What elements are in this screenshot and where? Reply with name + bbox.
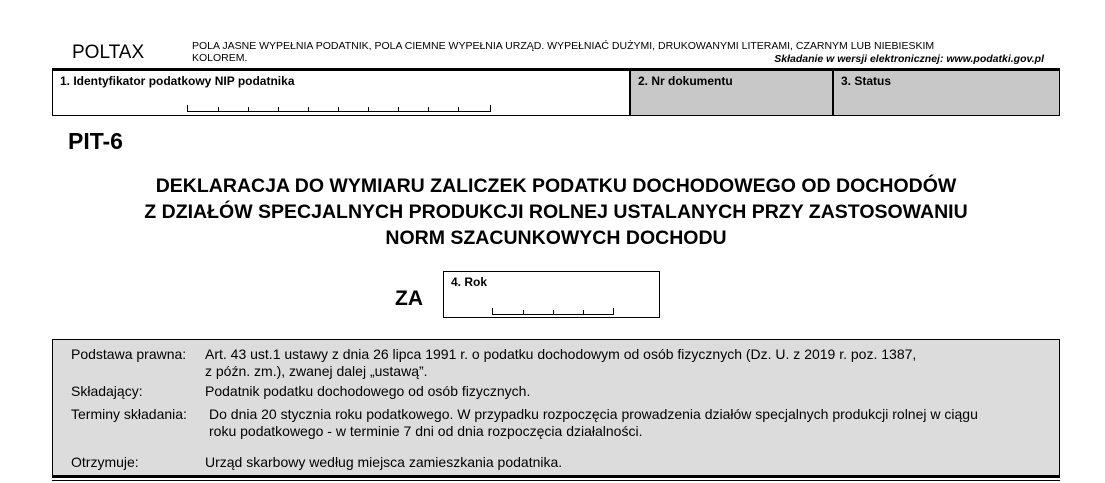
year-field[interactable] <box>443 271 660 318</box>
bottom-rule-thin <box>52 480 1060 481</box>
electronic-filing-note: Składanie w wersji elektronicznej: www.podatki.gov.pl <box>774 53 1044 65</box>
nip-field-label: 1. Identyfikator podatkowy NIP podatnika <box>60 74 295 88</box>
form-title <box>52 173 1060 251</box>
za-label: ZA <box>395 287 423 310</box>
status-label: 3. Status <box>841 74 892 88</box>
legal-basis-key: Podstawa prawna: <box>71 346 187 362</box>
legal-basis-value <box>205 346 1045 380</box>
poltax-label: POLTAX <box>72 42 145 63</box>
nip-digit-boxes[interactable] <box>187 105 491 112</box>
deadlines-line-1: Do dnia 20 stycznia roku podatkowego. W przypadku rozpoczęcia prowadzenia działów specjalnych produkcji rolnej w ciągu <box>209 406 978 422</box>
document-number-label: 2. Nr dokumentu <box>638 74 733 88</box>
deadlines-key: Terminy składania: <box>71 406 187 422</box>
fill-instructions: POLA JASNE WYPEŁNIA PODATNIK, POLA CIEMNE WYPEŁNIA URZĄD. WYPEŁNIAĆ DUŻYMI, DRUKOWANYMI LITERAMI, CZARNYM LUB NIEBIESKIM KOLOREM. <box>192 40 935 64</box>
form-code: PIT-6 <box>68 128 123 154</box>
form-title-line-3: NORM SZACUNKOWYCH DOCHODU <box>385 227 727 249</box>
recipient-key: Otrzymuje: <box>71 454 139 470</box>
nip-field[interactable] <box>52 70 630 116</box>
bottom-rule <box>52 476 1060 478</box>
filer-key: Składający: <box>71 383 143 399</box>
year-digit-boxes[interactable] <box>492 308 614 315</box>
legal-basis-line-1: Art. 43 ust.1 ustawy z dnia 26 lipca 1991 r. o podatku dochodowym od osób fizycznych (Dz. U. z 2019 r. poz. 1387, <box>205 346 917 362</box>
recipient-value: Urząd skarbowy według miejsca zamieszkania podatnika. <box>205 454 563 470</box>
form-title-line-1: DEKLARACJA DO WYMIARU ZALICZEK PODATKU DOCHODOWEGO OD DOCHODÓW <box>155 175 957 197</box>
deadlines-line-2: roku podatkowego - w terminie 7 dni od dnia rozpoczęcia działalności. <box>209 423 643 439</box>
deadlines-value <box>209 406 1049 440</box>
form-title-line-2: Z DZIAŁÓW SPECJALNYCH PRODUKCJI ROLNEJ USTALANYCH PRZY ZASTOSOWANIU <box>144 201 968 223</box>
year-field-label: 4. Rok <box>451 275 488 289</box>
status-field <box>833 70 1060 116</box>
info-section <box>52 339 1060 476</box>
filer-value: Podatnik podatku dochodowego od osób fizycznych. <box>205 383 531 399</box>
document-number-field <box>630 70 833 116</box>
legal-basis-line-2: z późn. zm.), zwanej dalej „ustawą”. <box>205 363 428 379</box>
